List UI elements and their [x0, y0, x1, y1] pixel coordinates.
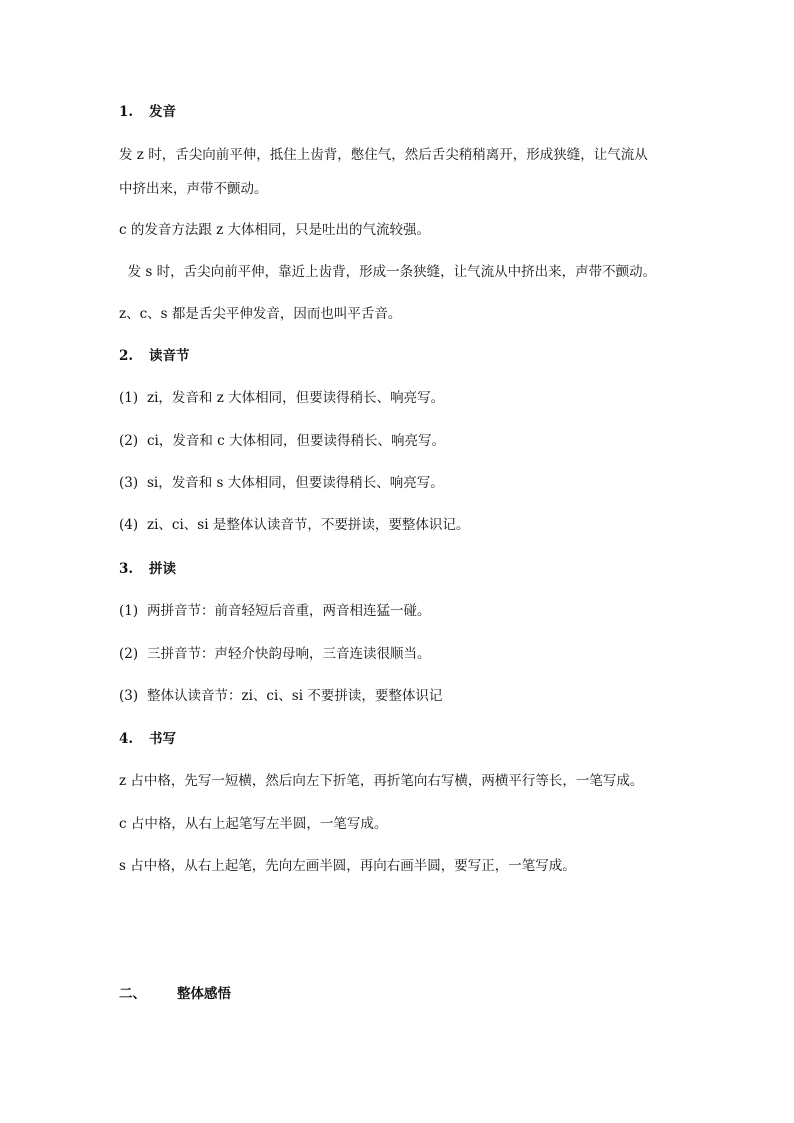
- part-title: 整体感悟: [177, 986, 231, 1002]
- list-item-number: (3): [119, 688, 139, 704]
- part-heading-overall: [119, 985, 231, 1003]
- list-item: [119, 474, 444, 492]
- section-number: 2.: [119, 348, 134, 364]
- list-item: [119, 432, 445, 450]
- section-heading-pronunciation: [119, 103, 176, 121]
- list-item-text: 三拼音节：声轻介快韵母响，三音连读很顺当。: [147, 646, 431, 662]
- paragraph-c: c 的发音方法跟 z 大体相同，只是吐出的气流较强。: [119, 222, 431, 238]
- section-heading-spelling: [119, 560, 176, 578]
- list-item-number: (2): [119, 646, 139, 662]
- list-item-text: si，发音和 s 大体相同，但要读得稍长、响亮写。: [147, 475, 444, 491]
- list-item-number: (3): [119, 475, 139, 491]
- list-item-text: zi，发音和 z 大体相同，但要读得稍长、响亮写。: [147, 390, 445, 406]
- section-number: 3.: [119, 561, 134, 577]
- paragraph-flat-tongue: z、c、s 都是舌尖平伸发音，因而也叫平舌音。: [119, 306, 402, 322]
- writing-s: s 占中格，从右上起笔，先向左画半圆，再向右画半圆，要写正，一笔写成。: [119, 858, 576, 874]
- paragraph-s: 发 s 时，舌尖向前平伸，靠近上齿背，形成一条狭缝，让气流从中挤出来，声带不颤动。: [119, 264, 657, 280]
- section-number: 4.: [119, 731, 134, 747]
- section-number: 1.: [119, 104, 134, 120]
- list-item-number: (2): [119, 433, 139, 449]
- list-item-text: 整体认读音节：zi、ci、si 不要拼读，要整体识记: [147, 688, 443, 704]
- paragraph-z-line1: 发 z 时，舌尖向前平伸，抵住上齿背，憋住气，然后舌尖稍稍离开，形成狭缝，让气流从: [119, 147, 648, 163]
- list-item: [119, 389, 444, 407]
- list-item-text: 两拼音节：前音轻短后音重，两音相连猛一碰。: [147, 603, 431, 619]
- section-title: 书写: [149, 731, 176, 747]
- section-title: 发音: [149, 104, 176, 120]
- list-item: [119, 687, 442, 705]
- list-item-number: (4): [119, 517, 139, 533]
- writing-c: c 占中格，从右上起笔写左半圆，一笔写成。: [119, 816, 388, 832]
- section-heading-writing: [119, 730, 176, 748]
- list-item-number: (1): [119, 390, 139, 406]
- list-item: [119, 645, 431, 663]
- paragraph-z-line2: 中挤出来，声带不颤动。: [119, 181, 268, 197]
- section-title: 拼读: [149, 561, 176, 577]
- list-item-text: ci，发音和 c 大体相同，但要读得稍长、响亮写。: [147, 433, 446, 449]
- section-title: 读音节: [149, 348, 190, 364]
- list-item-text: zi、ci、si 是整体认读音节，不要拼读，要整体识记。: [147, 517, 470, 533]
- list-item-number: (1): [119, 603, 139, 619]
- part-number: 二、: [119, 986, 146, 1002]
- section-heading-syllables: [119, 347, 190, 365]
- writing-z: z 占中格，先写一短横，然后向左下折笔，再折笔向右写横，两横平行等长，一笔写成。: [119, 773, 644, 789]
- list-item: [119, 516, 469, 534]
- list-item: [119, 602, 431, 620]
